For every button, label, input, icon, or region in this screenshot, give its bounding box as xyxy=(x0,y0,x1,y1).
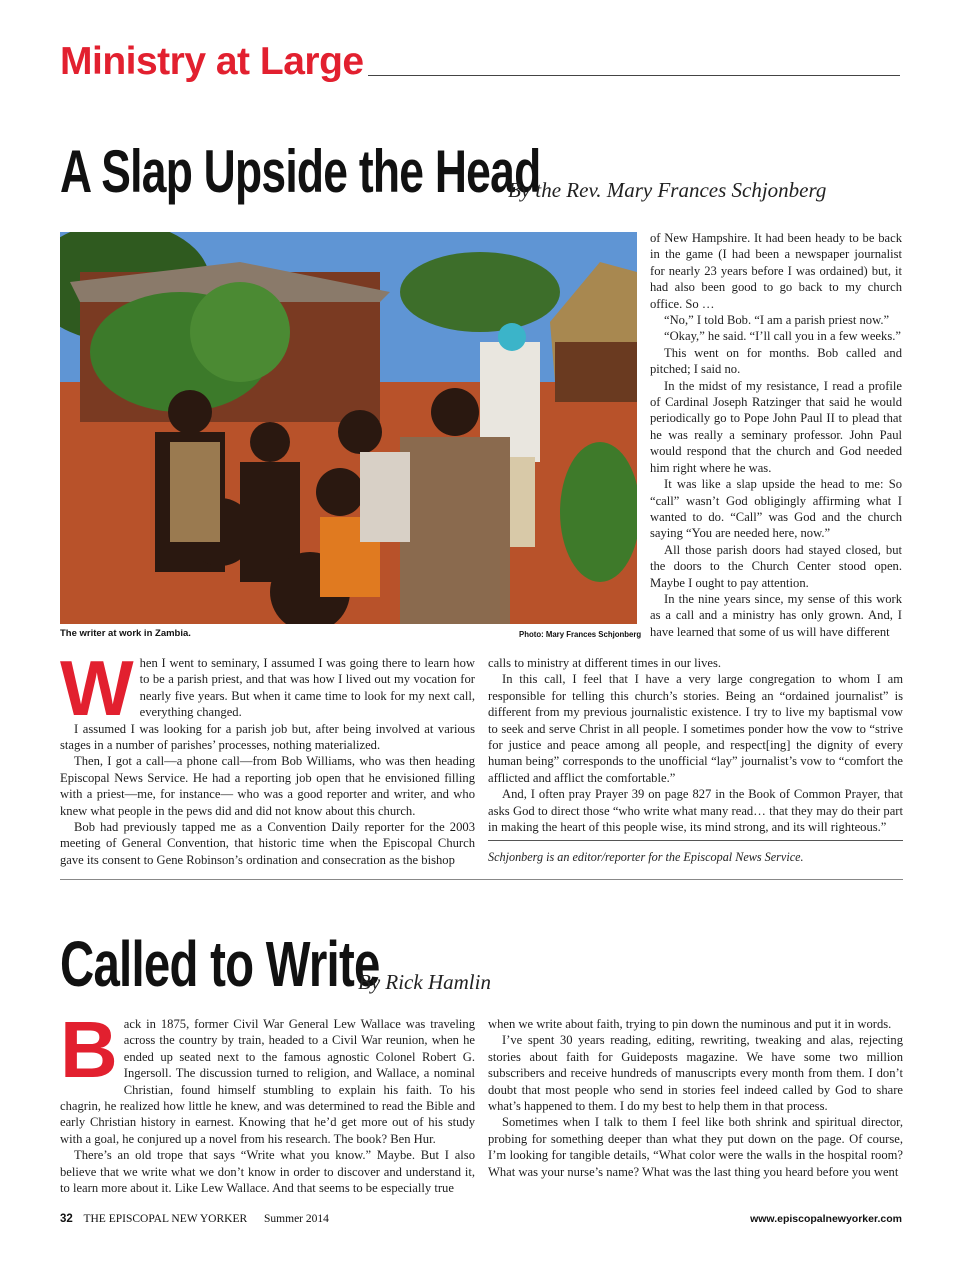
paragraph: hen I went to seminary, I assumed I was going there to learn how to be a parish priest, and that was how I lived out my vocation for nearly five years. But when it came time to look for my next call, everything changed. xyxy=(139,656,475,720)
paragraph: It was like a slap upside the head to me: So “call” wasn’t God obligingly affirming what I wanted to do. “Call” was God and the church saying “You are needed here, now.” xyxy=(650,477,902,541)
page-footer xyxy=(60,1213,329,1225)
paragraph: In the nine years since, my sense of this work as a call and a ministry has only grown. And, I have learned that some of us will have different xyxy=(650,591,902,639)
paragraph: ack in 1875, former Civil War General Lew Wallace was traveling across the country by train, headed to a Civil War reunion, when he ended up seated next to the famous agnostic Colonel Robert G. Ingersoll. The discussion turned to religion, and Wallace, a nominal Christian, found himself stumbling to explain his faith. To his chagrin, he realized how little he knew, and was determined to read the Bible and early Christian history in earnest. Knowing that he’d get more out of his study with a goal, he conjured up a novel from his research. The book? Ben Hur. xyxy=(60,1017,475,1146)
article1-headline: A Slap Upside the Head xyxy=(60,138,541,205)
paragraph: Bob had previously tapped me as a Convention Daily reporter for the 2003 meeting of General Convention, that historic time when the Episcopal Church gave its consent to Gene Robinson’s ordination and consecration as the bishop xyxy=(60,820,475,867)
article2-headline: Called to Write xyxy=(60,928,380,1000)
paragraph: Sometimes when I talk to them I feel like both shrink and spiritual director, probing for something deeper than what they put down on the page. Of course, I’m looking for tangible details, “What color were the walls in the hospital room? What was your nurse’s name? What was the last thing you heard before you went xyxy=(488,1115,903,1179)
article2-right-column xyxy=(488,1016,903,1180)
paragraph: In this call, I feel that I have a very large congregation to whom I am responsible for telling this church’s stories. Being an “ordained journalist” is different from my previous journalistic existence. I try to live my baptismal vow to seek and serve Christ in all people. I sometimes ponder how the vow to “strive for justice and peace among all people, and respect[ing] the dignity of every human being” corresponds to the unofficial “lay” journalist’s vow to “comfort the afflicted and afflict the comfortable.” xyxy=(488,672,903,785)
paragraph: There’s an old trope that says “Write what you know.” Maybe. But I also believe that we write what we don’t know in order to discover and understand it, to learn more about it. Like Lew Wallace. And that seems to be especially true xyxy=(60,1148,475,1196)
paragraph: I assumed I was looking for a parish job but, after being involved at various stages in a number of parishes’ processes, nothing materialized. xyxy=(60,721,475,753)
website-link[interactable]: www.episcopalnewyorker.com xyxy=(750,1213,902,1225)
article1-dropcap: W xyxy=(60,644,134,732)
paragraph: “Okay,” he said. “I’ll call you in a few weeks.” xyxy=(664,329,901,344)
author-note-rule xyxy=(488,840,903,841)
section-header xyxy=(60,40,900,84)
page-number: 32 xyxy=(60,1213,73,1225)
paragraph: of New Hampshire. It had been heady to be back in the game (I had been a newspaper journalist for nearly 23 years before I was ordained) but, it had also been good to go back to my church office. So … xyxy=(650,231,902,311)
paragraph: In the midst of my resistance, I read a profile of Cardinal Joseph Ratzinger that said he would periodically go to Pope John Paul II to plead that he was really a seminary professor. John Paul would respond that the church and God needed him right where he was. xyxy=(650,378,902,475)
article1-right-column xyxy=(650,230,902,640)
photo-credit: Photo: Mary Frances Schjonberg xyxy=(519,630,642,639)
paragraph: I’ve spent 30 years reading, editing, rewriting, tweaking and alas, rejecting stories about faith for Guideposts magazine. We have some two million subscribers and receive hundreds of manuscripts every month from them. I don’t doubt that most people who send in stories feel indeed called by God to share what’s happened to them. I do my best to help them in that process. xyxy=(488,1033,903,1114)
author-note: Schjonberg is an editor/reporter for the Episcopal News Service. xyxy=(488,850,804,864)
photo-caption: The writer at work in Zambia. xyxy=(60,628,191,639)
article1-photo xyxy=(60,232,637,624)
article2-left-column xyxy=(60,1005,475,1196)
paragraph: Then, I got a call—a phone call—from Bob Williams, who was then heading Episcopal News Service. He had a reporting job open that he envisioned filling with a priest—me, for instance— who was a good reporter and writer, and who knew what people in the pews did and did not know about this church. xyxy=(60,754,475,818)
article2-dropcap: B xyxy=(60,1005,118,1094)
article1-continuation-column xyxy=(488,655,903,835)
article1-left-column xyxy=(60,644,475,868)
article2-byline: By Rick Hamlin xyxy=(358,970,491,994)
paragraph: All those parish doors had stayed closed, but the doors to the Church Center stood open. Maybe I ought to pay attention. xyxy=(650,542,902,590)
paragraph: This went on for months. Bob called and pitched; I said no. xyxy=(650,345,902,377)
article-divider xyxy=(60,879,903,880)
paragraph: when we write about faith, trying to pin down the numinous and put it in words. xyxy=(488,1017,892,1031)
paragraph: calls to ministry at different times in our lives. xyxy=(488,656,722,670)
zambia-photo-illustration xyxy=(60,232,637,624)
paragraph: And, I often pray Prayer 39 on page 827 in the Book of Common Prayer, that asks God to direct those “who write what many read… that they may do their part in making the heart of this people wise, its mind strong, and its will righteous.” xyxy=(488,787,903,835)
paragraph: “No,” I told Bob. “I am a parish priest now.” xyxy=(664,313,890,328)
article1-byline: By the Rev. Mary Frances Schjonberg xyxy=(508,178,827,202)
publication-name: THE EPISCOPAL NEW YORKER xyxy=(83,1213,248,1225)
section-title: Ministry at Large xyxy=(60,40,368,84)
issue-date: Summer 2014 xyxy=(264,1213,329,1225)
